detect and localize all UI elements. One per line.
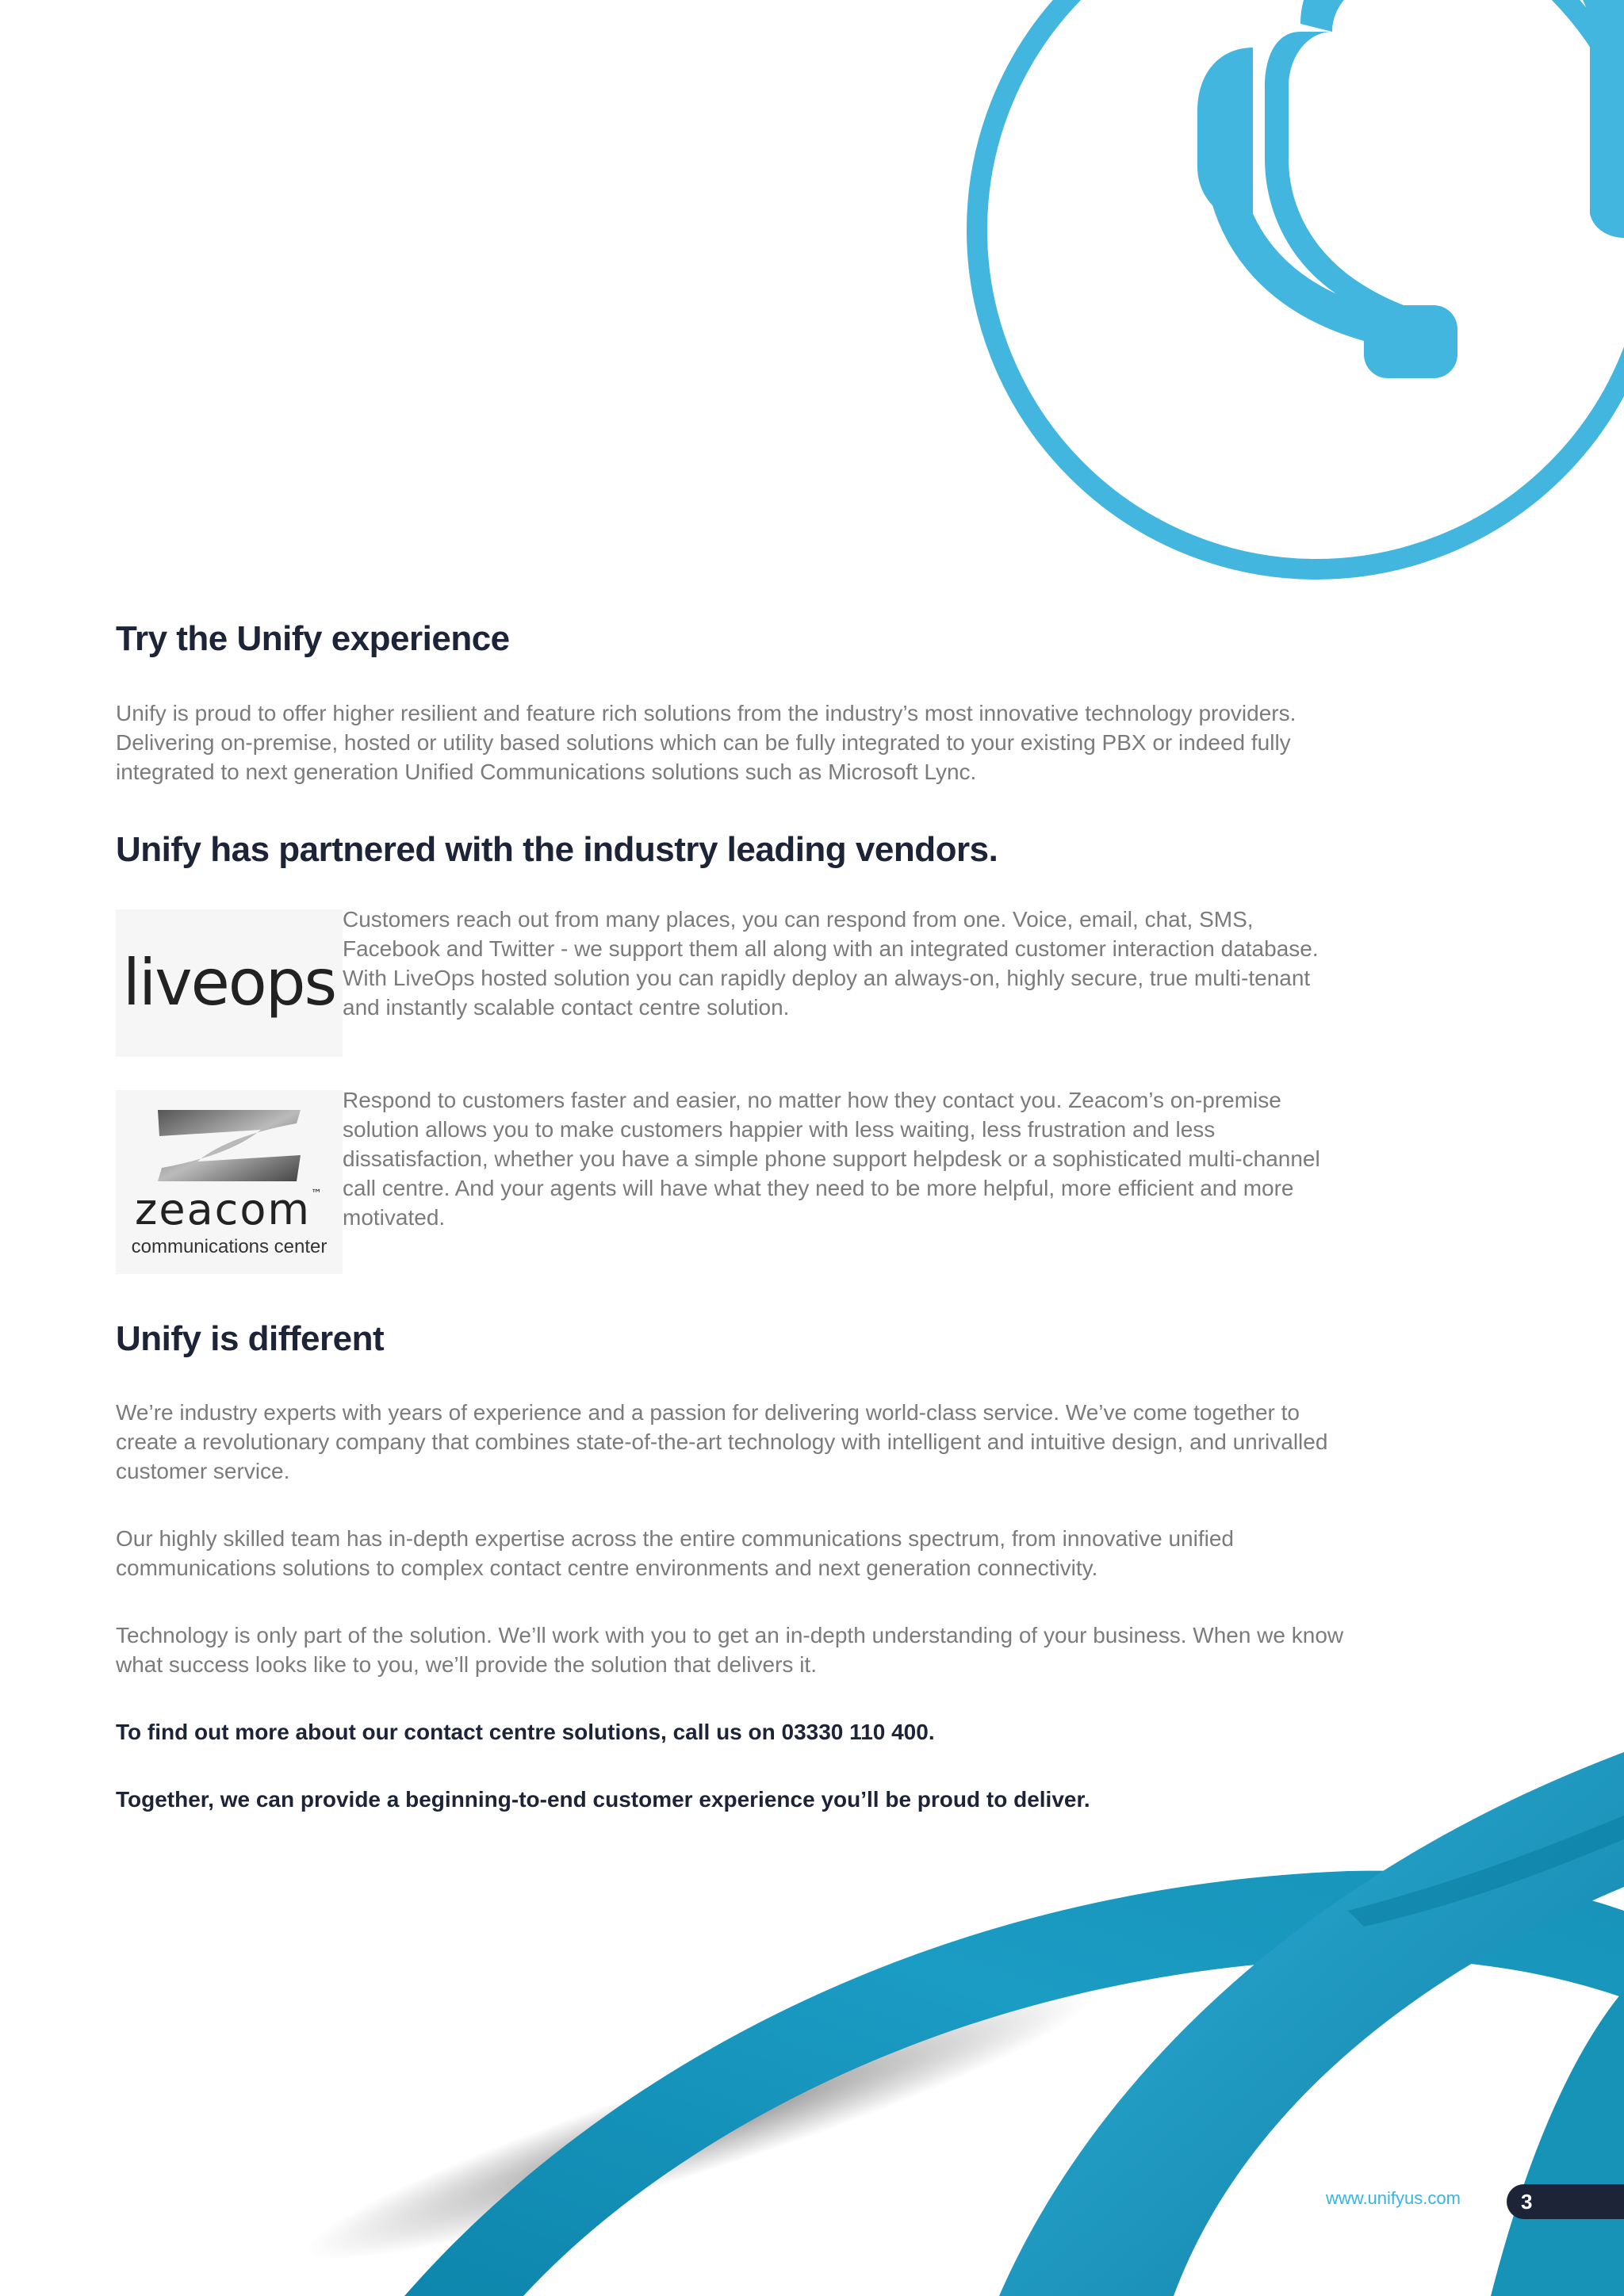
vendor-zeacom — [116, 1085, 1369, 1274]
zeacom-logo — [116, 1090, 343, 1274]
vendor-liveops — [116, 905, 1369, 1057]
zeacom-logo-subtext: communications center — [131, 1235, 327, 1257]
section-title-partners: Unify has partnered with the industry leading vendors. — [116, 829, 998, 869]
section-title-experience: Try the Unify experience — [116, 619, 510, 658]
footer-website-link[interactable]: www.unifyus.com — [1326, 2188, 1461, 2208]
zeacom-logo-text: zeacom™ — [135, 1184, 324, 1234]
liveops-description: Customers reach out from many places, you can respond from one. Voice, email, chat, SMS, Facebook and Twitter - we support them all along with an integrated customer interaction database. With LiveOps hosted solution you can rapidly deploy an always-on, highly secure, true multi-tenant and instantly scalable contact centre solution. — [343, 906, 1319, 1020]
liveops-logo — [116, 909, 343, 1057]
section-title-different: Unify is different — [116, 1318, 385, 1358]
experience-body: Unify is proud to offer higher resilient and feature rich solutions from the industry’s most innovative technology providers. Delivering on-premise, hosted or utility based solutions which can be fully integrated to your existing PBX or indeed fully integrated to next generation Unified Communications solutions such as Microsoft Lync. — [116, 700, 1297, 784]
zeacom-description: Respond to customers faster and easier, no matter how they contact you. Zeacom’s on-premise solution allows you to make customers happier with less waiting, less frustration and less dissatisfaction, whether you have a simple phone support helpdesk or a sophisticated multi-channel call centre. And your agents will have what they need to be more helpful, more efficient and more motivated. — [343, 1087, 1320, 1230]
liveops-logo-text: liveops — [122, 945, 336, 1020]
cta-call: To find out more about our contact centre solutions, call us on 03330 110 400. — [116, 1720, 935, 1745]
cta-together: Together, we can provide a beginning-to-end customer experience you’ll be proud to deliver. — [116, 1787, 1090, 1812]
different-paragraph-2: Our highly skilled team has in-depth expertise across the entire communications spectrum, from innovative unified communications solutions to complex contact centre environments and next generation connectivity. — [116, 1526, 1234, 1581]
different-paragraph-1: We’re industry experts with years of experience and a passion for delivering world-class service. We’ve come together to create a revolutionary company that combines state-of-the-art technology with intelligent and intuitive design, and unrivalled customer service. — [116, 1400, 1328, 1484]
page-number: 3 — [1521, 2190, 1533, 2214]
main-content — [116, 618, 1369, 1836]
zeacom-z-mark-icon — [150, 1106, 308, 1185]
different-paragraph-3: Technology is only part of the solution. We’ll work with you to get an in-depth understanding of your business. When we know what success looks like to you, we’ll provide the solution that delivers it. — [116, 1623, 1344, 1678]
headset-icon — [977, 0, 1624, 569]
